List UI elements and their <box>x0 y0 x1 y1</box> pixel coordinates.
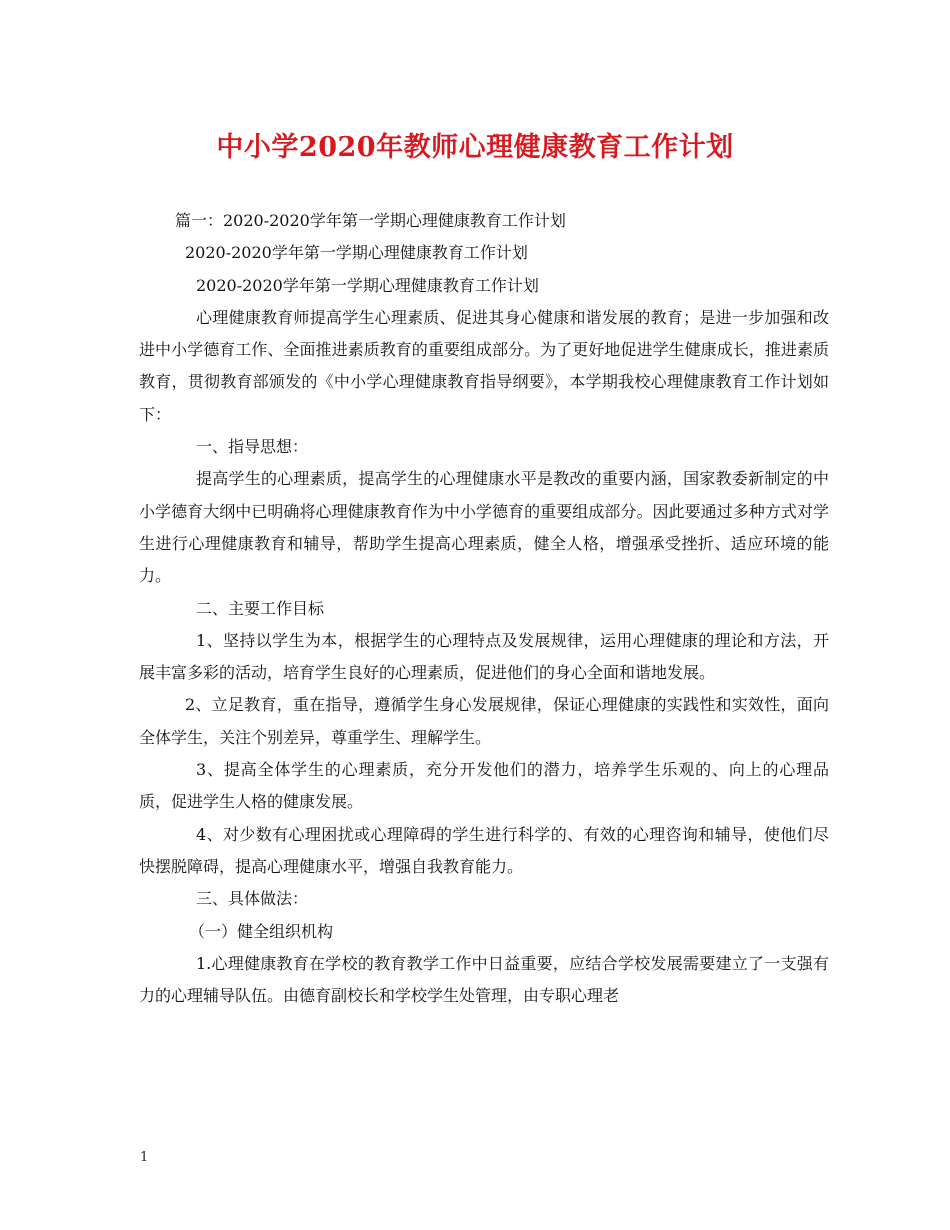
paragraph-goal-1: 1、坚持以学生为本，根据学生的心理特点及发展规律，运用心理健康的理论和方法，开展丰富多彩的活动，培育学生良好的心理素质，促进他们的身心全面和谐地发展。 <box>139 630 829 683</box>
page-number: 1 <box>140 1150 149 1165</box>
document-title: 中小学2020年教师心理健康教育工作计划 <box>216 132 734 163</box>
paragraph-goal-3: 3、提高全体学生的心理素质，充分开发他们的潜力，培养学生乐观的、向上的心理品质，促进学生人格的健康发展。 <box>139 760 829 812</box>
paragraph-section-heading: 篇一：2020-2020学年第一学期心理健康教育工作计划 <box>175 211 566 230</box>
paragraph-heading-guiding-ideas: 一、指导思想： <box>196 437 309 457</box>
paragraph-subtitle-2: 2020-2020学年第一学期心理健康教育工作计划 <box>196 275 539 295</box>
paragraph-subtitle-1: 2020-2020学年第一学期心理健康教育工作计划 <box>185 243 528 263</box>
paragraph-heading-main-goals: 二、主要工作目标 <box>196 598 325 618</box>
paragraph-guiding-ideas: 提高学生的心理素质，提高学生的心理健康水平是教改的重要内涵，国家教委新制定的中小学德育大纲中已明确将心理健康教育作为中小学德育的重要组成部分。因此要通过多种方式对学生进行心理健康教育和辅导，帮助学生提高心理素质，健全人格，增强承受挫折、适应环境的能力。 <box>139 469 829 586</box>
paragraph-intro: 心理健康教育师提高学生心理素质、促进其身心健康和谐发展的教育；是进一步加强和改进中小学德育工作、全面推进素质教育的重要组成部分。为了更好地促进学生健康成长，推进素质教育，贯彻教育部颁发的《中小学心理健康教育指导纲要》，本学期我校心理健康教育工作计划如下： <box>139 307 829 424</box>
paragraph-heading-organization: （一）健全组织机构 <box>189 921 334 941</box>
paragraph-goal-2: 2、立足教育，重在指导，遵循学生身心发展规律，保证心理健康的实践性和实效性，面向全体学生，关注个别差异，尊重学生、理解学生。 <box>139 695 829 747</box>
paragraph-goal-4: 4、对少数有心理困扰或心理障碍的学生进行科学的、有效的心理咨询和辅导，使他们尽快摆脱障碍，提高心理健康水平，增强自我教育能力。 <box>139 824 829 876</box>
paragraph-heading-specific-methods: 三、具体做法： <box>196 889 309 909</box>
document-body <box>139 205 829 1012</box>
paragraph-organization-1: 1.心理健康教育在学校的教育教学工作中日益重要，应结合学校发展需要建立了一支强有力的心理辅导队伍。由德育副校长和学校学生处管理，由专职心理老 <box>139 953 829 1006</box>
